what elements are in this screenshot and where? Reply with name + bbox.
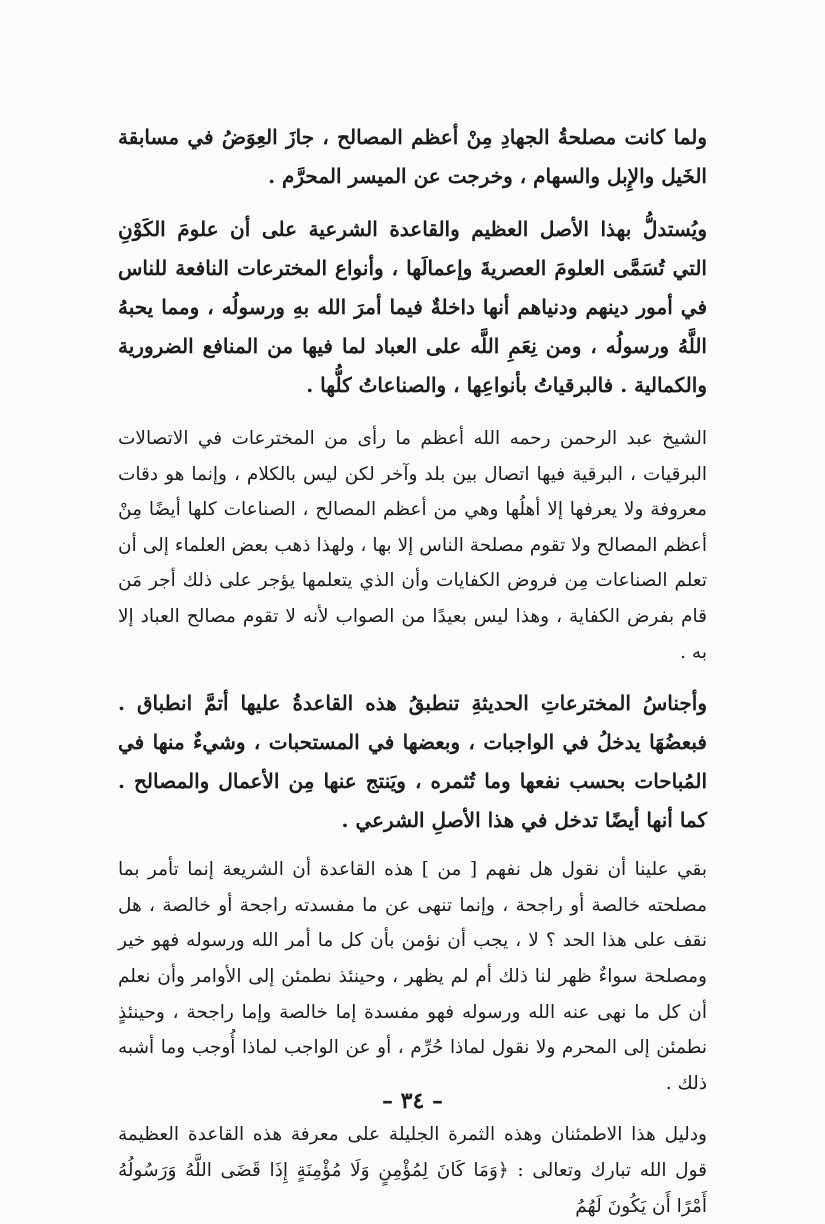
matn-paragraph: ولما كانت مصلحةُ الجهادِ مِنْ أعظم المصالح ، جازَ العِوَضُ في مسابقة الخَيل والإِبل والسهام ، وخرجت عن الميسر المحرَّم . [118, 125, 707, 188]
commentary-paragraph: بقي علينا أن نقول هل نفهم [ من ] هذه القاعدة أن الشريعة إنما تأمر بما مصلحته خالصة أو راجحة ، وإنما تنهى عن ما مفسدته راجحة أو خالصة ، هل نقف على هذا الحد ؟ لا ، يجب أن نؤمن بأن كل ما أمر الله ورسوله فهو خير ومصلحة سواءٌ ظهر لنا ذلك أم لم يظهر ، وحينئذ نطمئن إلى الأوامر وأن نعلم أن كل ما نهى عنه الله ورسوله فهو مفسدة إما خالصة وإما راجحة ، وحينئذٍ نطمئن إلى المحرم ولا نقول لماذا حُرِّم ، أو عن الواجب لماذا أُوجب وما أشبه ذلك . [118, 859, 707, 1094]
page-number: – ٣٤ – [382, 1088, 443, 1114]
quran-quote-paragraph: ودليل هذا الاطمئنان وهذه الثمرة الجليلة على معرفة هذه القاعدة العظيمة قول الله تبارك وتعالى : ﴿وَمَا كَانَ لِمُؤْمِنٍ وَلَا مُؤْمِنَةٍ إِذَا قَضَى اللَّهُ وَرَسُولُهُ أَمْرًا أَن يَكُونَ لَهُمُ [118, 1124, 707, 1217]
matn-paragraph: ويُستدلُّ بهذا الأصل العظيم والقاعدة الشرعية على أن علومَ الكَوْنِ التي تُسَمَّى العلومَ العصريةَ وإعمالَها ، وأنواع المخترعات النافعة للناس في أمور دينهم ودنياهم أنها داخلةٌ فيما أمرَ الله بهِ ورسولُه ، ومما يحبهُ اللَّهُ ورسولُه ، ومن نِعَمِ اللَّه على العباد لما فيها من المنافع الضرورية والكمالية . فالبرقياتُ بأنواعِها ، والصناعاتُ كلُّها . [118, 217, 707, 397]
commentary-paragraph: الشيخ عبد الرحمن رحمه الله أعظم ما رأى من المخترعات في الاتصالات البرقيات ، البرقية فيها اتصال بين بلد وآخر لكن ليس بالكلام ، وإنما هو دقات معروفة ولا يعرفها إلا أهلُها وهي من أعظم المصالح ، الصناعات كلها أيضًا مِنْ أعظم المصالح ولا تقوم مصلحة الناس إلا بها ، ولهذا ذهب بعض العلماء إلى أن تعلم الصناعات مِن فروض الكفايات وأن الذي يتعلمها يؤجر على ذلك أجر مَن قام بفرض الكفاية ، وهذا ليس بعيدًا من الصواب لأنه لا تقوم مصالح العباد إلا به . [118, 428, 707, 663]
matn-paragraph: وأجناسُ المخترعاتِ الحديثةِ تنطبقُ هذه القاعدةُ عليها أتمَّ انطباق . فبعضُهَا يدخلُ في الواجبات ، وبعضها في المستحبات ، وشيءٌ منها في المُباحات بحسب نفعها وما تُثمره ، ويَنتج عنها مِن الأعمال والمصالح . كما أنها أيضًا تدخل في هذا الأصلِ الشرعي . [118, 691, 707, 833]
